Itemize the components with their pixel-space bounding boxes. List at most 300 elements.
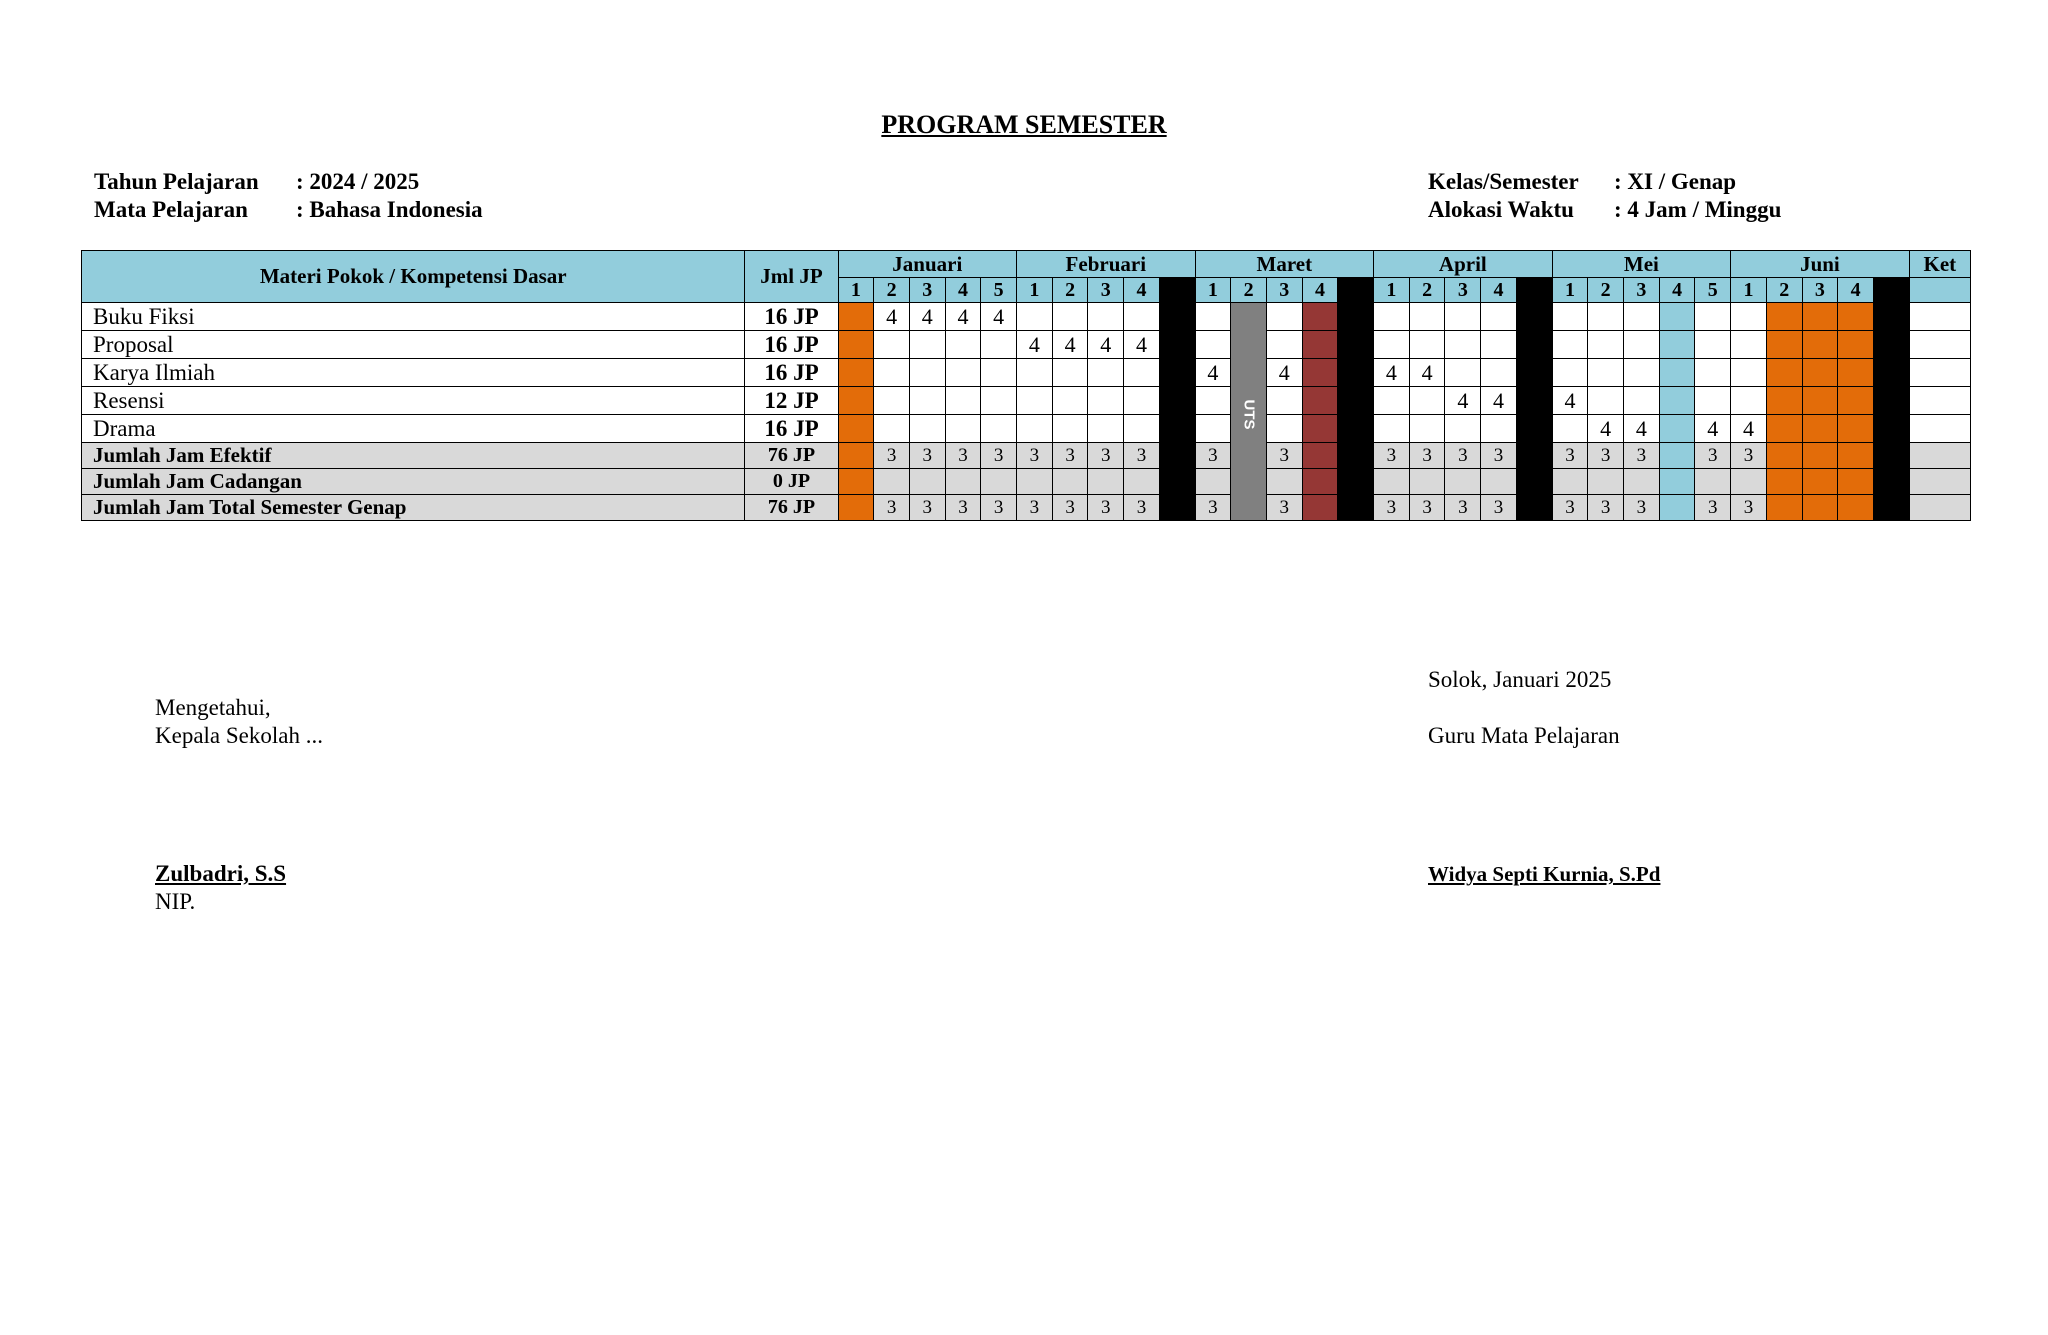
week-cell <box>981 331 1017 359</box>
jp-cell: 16 JP <box>745 303 838 331</box>
week-cell <box>1017 469 1053 495</box>
week-cell: 3 <box>1374 495 1410 521</box>
week-cell: 3 <box>874 495 910 521</box>
week-cell <box>1445 469 1481 495</box>
week-cell <box>1159 415 1195 443</box>
week-cell <box>945 469 981 495</box>
week-cell <box>1659 443 1695 469</box>
week-cell <box>1445 331 1481 359</box>
week-cell: 3 <box>1195 495 1231 521</box>
week-cell <box>1338 495 1374 521</box>
week-cell <box>1338 415 1374 443</box>
week-cell <box>981 359 1017 387</box>
week-cell: 3 <box>1445 443 1481 469</box>
week-cell <box>1659 387 1695 415</box>
week-header: 3 <box>1624 278 1660 303</box>
info-row-tahun <box>94 168 483 196</box>
week-cell <box>874 469 910 495</box>
week-cell <box>1052 469 1088 495</box>
week-cell: 3 <box>1552 443 1588 469</box>
week-cell <box>1552 469 1588 495</box>
week-cell <box>1302 443 1338 469</box>
week-cell <box>1017 303 1053 331</box>
week-cell <box>1588 387 1624 415</box>
week-cell <box>1481 415 1517 443</box>
week-cell <box>945 387 981 415</box>
week-cell <box>1695 387 1731 415</box>
week-cell <box>1802 359 1838 387</box>
jp-cell: 12 JP <box>745 387 838 415</box>
week-cell <box>1052 359 1088 387</box>
materi-cell: Jumlah Jam Efektif <box>82 443 745 469</box>
week-cell: 3 <box>1124 443 1160 469</box>
week-cell <box>1159 469 1195 495</box>
week-cell <box>1873 415 1909 443</box>
week-header: 5 <box>981 278 1017 303</box>
week-cell <box>1552 359 1588 387</box>
materi-cell: Jumlah Jam Total Semester Genap <box>82 495 745 521</box>
week-cell: 3 <box>1124 495 1160 521</box>
break-column <box>1159 278 1195 303</box>
materi-cell: Proposal <box>82 331 745 359</box>
week-cell <box>1052 415 1088 443</box>
week-header: 2 <box>1409 278 1445 303</box>
week-cell <box>1052 387 1088 415</box>
header-jp: Jml JP <box>745 251 838 303</box>
week-header: 1 <box>1195 278 1231 303</box>
summary-row <box>82 443 1971 469</box>
week-cell <box>1374 469 1410 495</box>
week-cell <box>1338 443 1374 469</box>
month-header-april: April <box>1374 251 1553 278</box>
week-cell: 4 <box>1195 359 1231 387</box>
week-cell: 3 <box>1409 443 1445 469</box>
week-cell <box>1873 469 1909 495</box>
week-cell <box>1159 495 1195 521</box>
month-header-mei: Mei <box>1552 251 1731 278</box>
week-cell <box>1516 387 1552 415</box>
week-cell <box>1552 331 1588 359</box>
week-cell <box>1659 359 1695 387</box>
week-cell <box>1088 469 1124 495</box>
week-cell <box>1409 415 1445 443</box>
week-cell <box>1124 469 1160 495</box>
week-cell: 3 <box>1552 495 1588 521</box>
week-cell: 4 <box>874 303 910 331</box>
week-cell <box>1159 303 1195 331</box>
week-cell: 3 <box>945 495 981 521</box>
week-cell <box>1873 443 1909 469</box>
week-cell <box>1195 415 1231 443</box>
week-cell <box>1766 359 1802 387</box>
week-cell <box>838 387 874 415</box>
week-header: 4 <box>1659 278 1695 303</box>
week-cell <box>1374 303 1410 331</box>
week-cell <box>945 415 981 443</box>
info-row-kelas <box>1428 168 1781 196</box>
week-cell <box>1302 387 1338 415</box>
week-header: 5 <box>1695 278 1731 303</box>
week-cell <box>1624 469 1660 495</box>
week-header: 1 <box>1552 278 1588 303</box>
jp-cell: 16 JP <box>745 331 838 359</box>
week-cell: 3 <box>1624 443 1660 469</box>
week-cell <box>1266 469 1302 495</box>
kepala-sekolah-name: Zulbadri, S.S <box>155 861 287 886</box>
info-value: : Bahasa Indonesia <box>296 197 483 222</box>
week-cell <box>1624 303 1660 331</box>
week-cell <box>1481 469 1517 495</box>
week-header: 4 <box>1481 278 1517 303</box>
week-cell <box>838 331 874 359</box>
table-row <box>82 387 1971 415</box>
week-cell <box>1731 303 1767 331</box>
week-cell <box>1838 303 1874 331</box>
week-cell <box>1516 331 1552 359</box>
ket-cell <box>1909 359 1970 387</box>
week-cell <box>1445 303 1481 331</box>
week-cell: 3 <box>1017 495 1053 521</box>
ket-cell <box>1909 331 1970 359</box>
week-header: 3 <box>909 278 945 303</box>
week-cell <box>1802 387 1838 415</box>
week-cell <box>838 415 874 443</box>
week-cell <box>1624 387 1660 415</box>
week-header: 2 <box>1052 278 1088 303</box>
week-cell <box>1588 303 1624 331</box>
week-cell <box>1516 495 1552 521</box>
guru-role-text: Guru Mata Pelajaran <box>1428 723 1620 748</box>
week-cell <box>1838 387 1874 415</box>
week-cell <box>1766 443 1802 469</box>
week-cell <box>1052 303 1088 331</box>
week-cell <box>1624 331 1660 359</box>
week-cell: 4 <box>1624 415 1660 443</box>
week-cell <box>1409 469 1445 495</box>
week-cell <box>1445 359 1481 387</box>
week-cell <box>1266 331 1302 359</box>
week-cell: 3 <box>945 443 981 469</box>
week-cell: 3 <box>1588 443 1624 469</box>
week-cell <box>981 415 1017 443</box>
info-label: Kelas/Semester <box>1428 169 1579 194</box>
week-cell <box>1695 303 1731 331</box>
week-cell <box>1695 359 1731 387</box>
table-row <box>82 303 1971 331</box>
week-cell: 3 <box>1052 495 1088 521</box>
week-cell: 3 <box>1266 495 1302 521</box>
week-cell <box>1124 303 1160 331</box>
week-cell <box>1766 387 1802 415</box>
week-cell <box>981 469 1017 495</box>
info-value: : 4 Jam / Minggu <box>1614 197 1782 222</box>
week-cell <box>1766 469 1802 495</box>
week-cell <box>1552 415 1588 443</box>
week-cell <box>1338 387 1374 415</box>
week-cell: 4 <box>1588 415 1624 443</box>
week-header: 2 <box>1231 278 1267 303</box>
week-cell <box>1409 303 1445 331</box>
week-cell <box>874 415 910 443</box>
week-cell <box>1838 359 1874 387</box>
week-cell <box>1766 303 1802 331</box>
week-cell: 4 <box>1017 331 1053 359</box>
week-cell <box>1802 469 1838 495</box>
week-cell <box>1802 331 1838 359</box>
week-cell <box>1159 443 1195 469</box>
week-cell: 4 <box>1445 387 1481 415</box>
nip-text: NIP. <box>155 889 196 914</box>
kepala-sekolah-text: Kepala Sekolah ... <box>155 723 323 748</box>
week-header: 4 <box>1302 278 1338 303</box>
week-cell <box>1302 495 1338 521</box>
materi-cell: Drama <box>82 415 745 443</box>
week-cell <box>1731 469 1767 495</box>
week-cell <box>1731 359 1767 387</box>
week-cell <box>1766 495 1802 521</box>
week-cell <box>1481 359 1517 387</box>
week-cell <box>1302 303 1338 331</box>
week-cell: 3 <box>1624 495 1660 521</box>
week-cell: 3 <box>1731 443 1767 469</box>
week-cell <box>1302 469 1338 495</box>
week-cell <box>1516 443 1552 469</box>
week-header: 2 <box>874 278 910 303</box>
info-right <box>1428 168 1781 224</box>
week-cell <box>909 387 945 415</box>
table-row <box>82 415 1971 443</box>
week-cell: 3 <box>1052 443 1088 469</box>
table-row <box>82 359 1971 387</box>
week-cell: 3 <box>1374 443 1410 469</box>
week-cell: 4 <box>1124 331 1160 359</box>
week-header: 4 <box>1838 278 1874 303</box>
week-cell <box>1374 331 1410 359</box>
page-title: PROGRAM SEMESTER <box>881 110 1167 139</box>
week-cell <box>1552 303 1588 331</box>
week-cell: 4 <box>1695 415 1731 443</box>
week-cell <box>1338 331 1374 359</box>
week-cell <box>1195 387 1231 415</box>
week-cell <box>1195 331 1231 359</box>
week-cell <box>1481 331 1517 359</box>
week-cell <box>1409 387 1445 415</box>
week-cell <box>1802 415 1838 443</box>
month-header-februari: Februari <box>1017 251 1196 278</box>
week-cell <box>1802 303 1838 331</box>
info-value: : 2024 / 2025 <box>296 169 420 194</box>
week-cell <box>1659 495 1695 521</box>
week-cell <box>1516 359 1552 387</box>
week-cell <box>1088 387 1124 415</box>
week-cell <box>1374 387 1410 415</box>
week-cell: 3 <box>981 443 1017 469</box>
week-cell <box>874 359 910 387</box>
table-row <box>82 331 1971 359</box>
materi-cell: Buku Fiksi <box>82 303 745 331</box>
ket-cell <box>1909 495 1970 521</box>
week-cell <box>1338 359 1374 387</box>
week-cell: 3 <box>909 443 945 469</box>
week-cell <box>1124 415 1160 443</box>
week-cell <box>1588 359 1624 387</box>
week-cell <box>1873 303 1909 331</box>
week-cell <box>1088 415 1124 443</box>
week-cell: 4 <box>1266 359 1302 387</box>
week-cell <box>1195 469 1231 495</box>
jp-cell: 16 JP <box>745 359 838 387</box>
week-cell: 3 <box>981 495 1017 521</box>
week-cell <box>1873 359 1909 387</box>
week-cell: 4 <box>1088 331 1124 359</box>
week-cell <box>1766 331 1802 359</box>
jp-cell: 76 JP <box>745 495 838 521</box>
week-cell <box>1159 387 1195 415</box>
summary-row <box>82 469 1971 495</box>
week-header: 3 <box>1088 278 1124 303</box>
week-cell <box>838 495 874 521</box>
week-cell <box>1302 415 1338 443</box>
mengetahui-text: Mengetahui, <box>155 695 271 720</box>
week-cell <box>1017 359 1053 387</box>
week-cell: 3 <box>1088 443 1124 469</box>
week-cell: 4 <box>1374 359 1410 387</box>
week-cell <box>1445 415 1481 443</box>
week-cell <box>1838 415 1874 443</box>
week-cell <box>1838 469 1874 495</box>
week-cell: 4 <box>1552 387 1588 415</box>
week-cell: 3 <box>1588 495 1624 521</box>
week-header: 4 <box>1124 278 1160 303</box>
week-cell <box>909 331 945 359</box>
header-ket: Ket <box>1909 251 1970 278</box>
week-cell <box>1873 387 1909 415</box>
week-header: 1 <box>1374 278 1410 303</box>
place-date-text: Solok, Januari 2025 <box>1428 667 1612 692</box>
ket-cell <box>1909 387 1970 415</box>
week-cell: 3 <box>1195 443 1231 469</box>
break-column <box>1338 278 1374 303</box>
ket-cell <box>1909 303 1970 331</box>
week-cell <box>1302 359 1338 387</box>
header-materi: Materi Pokok / Kompetensi Dasar <box>82 251 745 303</box>
info-row-mapel <box>94 196 483 224</box>
month-header-januari: Januari <box>838 251 1017 278</box>
week-header: 2 <box>1766 278 1802 303</box>
week-cell <box>1588 469 1624 495</box>
week-cell: 4 <box>1481 387 1517 415</box>
week-header: 1 <box>1731 278 1767 303</box>
week-cell: 3 <box>1481 443 1517 469</box>
week-cell <box>1873 331 1909 359</box>
week-cell <box>874 331 910 359</box>
week-cell <box>909 415 945 443</box>
week-cell: 3 <box>1409 495 1445 521</box>
week-cell <box>1159 331 1195 359</box>
week-cell <box>1409 331 1445 359</box>
week-cell <box>945 331 981 359</box>
week-cell: 4 <box>909 303 945 331</box>
week-cell <box>838 303 874 331</box>
week-cell <box>838 469 874 495</box>
week-cell: 3 <box>1695 443 1731 469</box>
week-header: 4 <box>945 278 981 303</box>
week-cell <box>1802 443 1838 469</box>
week-cell <box>1338 303 1374 331</box>
week-cell <box>1695 469 1731 495</box>
week-cell <box>1838 331 1874 359</box>
info-row-alokasi <box>1428 196 1781 224</box>
week-cell <box>1731 387 1767 415</box>
materi-cell: Resensi <box>82 387 745 415</box>
week-cell <box>1195 303 1231 331</box>
week-cell <box>1338 469 1374 495</box>
break-column <box>1873 278 1909 303</box>
week-cell <box>1838 495 1874 521</box>
week-cell <box>909 359 945 387</box>
week-cell <box>1088 303 1124 331</box>
week-cell <box>838 443 874 469</box>
week-header: 3 <box>1266 278 1302 303</box>
semester-table <box>81 250 1971 521</box>
materi-cell: Karya Ilmiah <box>82 359 745 387</box>
info-left <box>94 168 483 224</box>
info-value: : XI / Genap <box>1614 169 1737 194</box>
week-cell: 4 <box>945 303 981 331</box>
week-cell <box>945 359 981 387</box>
week-cell <box>981 387 1017 415</box>
month-header-maret: Maret <box>1195 251 1374 278</box>
week-cell <box>1838 443 1874 469</box>
week-cell <box>1766 415 1802 443</box>
ket-cell <box>1909 415 1970 443</box>
week-cell <box>1124 359 1160 387</box>
week-cell <box>1088 359 1124 387</box>
jp-cell: 0 JP <box>745 469 838 495</box>
week-cell <box>1266 415 1302 443</box>
week-cell <box>1159 359 1195 387</box>
week-cell: 4 <box>981 303 1017 331</box>
week-cell <box>1516 469 1552 495</box>
week-cell <box>1516 415 1552 443</box>
week-cell: 3 <box>909 495 945 521</box>
week-cell <box>874 387 910 415</box>
ket-subheader <box>1909 278 1970 303</box>
week-cell <box>1659 415 1695 443</box>
ket-cell <box>1909 443 1970 469</box>
uts-label: UTS <box>1240 399 1258 429</box>
week-cell: 3 <box>1017 443 1053 469</box>
week-cell <box>1017 387 1053 415</box>
week-cell <box>838 359 874 387</box>
week-cell <box>1802 495 1838 521</box>
week-cell: 4 <box>1409 359 1445 387</box>
week-cell <box>1588 331 1624 359</box>
week-header: 3 <box>1445 278 1481 303</box>
week-cell <box>1695 331 1731 359</box>
week-cell <box>1302 331 1338 359</box>
week-cell <box>1659 469 1695 495</box>
week-header: 1 <box>1017 278 1053 303</box>
week-cell <box>1516 303 1552 331</box>
jp-cell: 16 JP <box>745 415 838 443</box>
week-cell: 3 <box>1445 495 1481 521</box>
week-cell: 3 <box>1695 495 1731 521</box>
week-header: 2 <box>1588 278 1624 303</box>
week-cell: 4 <box>1731 415 1767 443</box>
week-cell <box>1266 303 1302 331</box>
month-header-juni: Juni <box>1731 251 1910 278</box>
